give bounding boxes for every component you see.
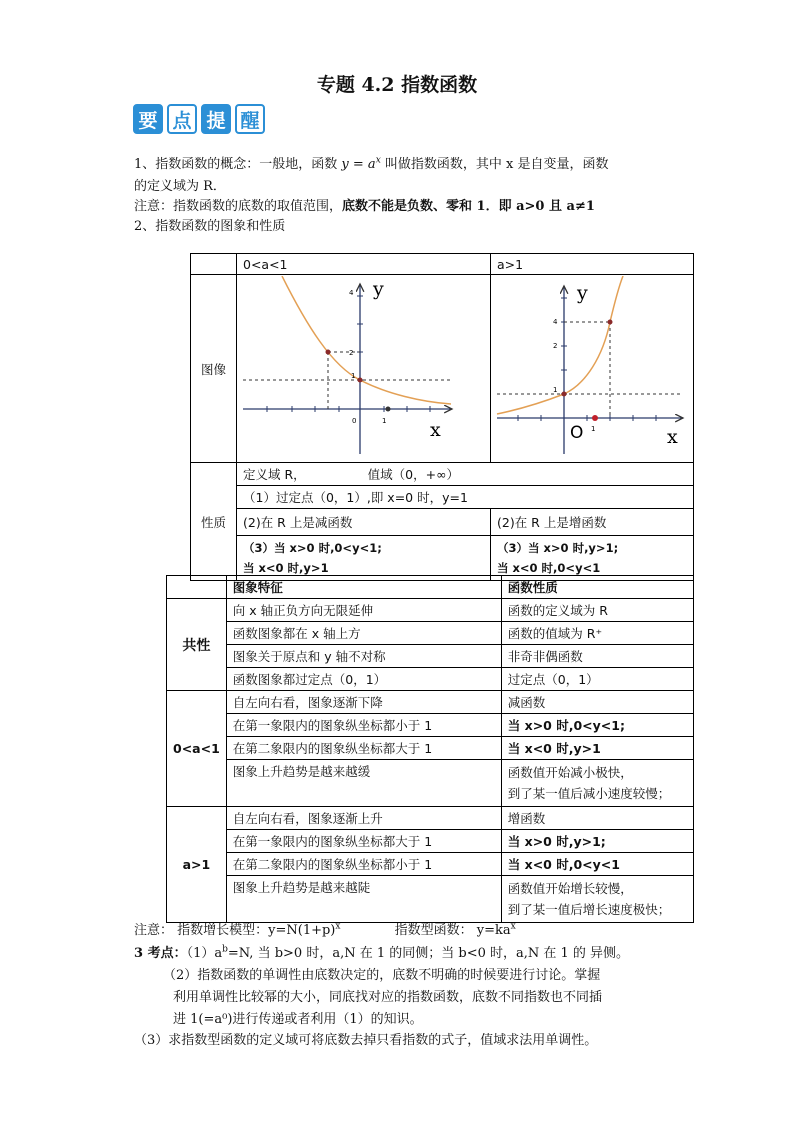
line: 当 x<0 时,0<y<1 — [497, 561, 601, 575]
graph-properties-table — [190, 253, 694, 581]
header-features: 图象特征 — [226, 576, 501, 599]
note-key-points-2: （2）指数函数的单调性由底数决定的，底数不明确的时候要进行讨论。掌握 — [163, 968, 601, 983]
note-key-points-3: 利用单调性比较幂的大小，同底找对应的指数函数，底数不同指数也不同插 — [173, 990, 603, 1005]
note-text: =N, 当 b>0 时，a,N 在 1 的同侧；当 b<0 时，a,N 在 1 的 异侧。 — [227, 946, 630, 961]
badge-char-1: 要 — [133, 104, 163, 134]
point — [358, 377, 363, 382]
property-cell: 当 x<0 时,0<y<1 — [501, 853, 693, 876]
intro-line-4: 2、指数函数的图象和性质 — [134, 219, 286, 234]
point — [562, 391, 567, 396]
range-behavior-increasing — [491, 536, 694, 581]
formula-exponent: x — [375, 155, 381, 166]
graph-increasing — [491, 276, 693, 462]
line: 到了某一值后增长速度极快； — [507, 902, 671, 917]
property-cell: 非奇非偶函数 — [501, 645, 693, 668]
property-cell: 函数的值域为 R⁺ — [501, 622, 693, 645]
exponent: b — [222, 944, 228, 955]
property-cell: 当 x<0 时,y>1 — [501, 737, 693, 760]
intro-line-3 — [134, 195, 595, 214]
corner-cell — [167, 576, 227, 599]
range-text: 值域（0，+∞） — [367, 467, 459, 482]
property-cell: 当 x>0 时,y>1; — [501, 830, 693, 853]
header-properties: 函数性质 — [501, 576, 693, 599]
feature-cell: 函数图象都在 x 轴上方 — [226, 622, 501, 645]
corner-cell — [191, 254, 237, 275]
property-cell — [501, 876, 693, 923]
line: （3）当 x>0 时,0<y<1; — [243, 541, 382, 555]
intro-line-1 — [134, 153, 609, 172]
tick-label: 1 — [591, 424, 596, 433]
feature-cell: 在第一象限内的图象纵坐标都小于 1 — [226, 714, 501, 737]
feature-cell: 图象上升趋势是越来越陡 — [226, 876, 501, 923]
note-key-points-4: 进 1(=a⁰)进行传递或者利用（1）的知识。 — [173, 1012, 423, 1027]
range-behavior-decreasing — [237, 536, 491, 581]
line: （3）当 x>0 时,y>1; — [497, 541, 619, 555]
line: 函数值开始减小极快， — [507, 765, 633, 780]
intro-text: 1、指数函数的概念：一般地，函数 — [134, 157, 338, 172]
feature-cell: 在第二象限内的图象纵坐标都大于 1 — [226, 737, 501, 760]
row-label-image: 图像 — [191, 275, 237, 463]
note-growth-models — [134, 919, 516, 938]
decreasing-curve — [282, 276, 451, 404]
property-cell — [501, 760, 693, 807]
property-cell: 增函数 — [501, 807, 693, 830]
y-axis-label: y — [577, 281, 588, 304]
graph-cell-increasing — [491, 275, 694, 463]
tick-label: 1 — [351, 371, 356, 380]
group-increasing: a>1 — [167, 807, 227, 923]
note-bold: 底数不能是负数、零和 1．即 a>0 且 a≠1 — [342, 199, 595, 214]
x-axis-label: x — [667, 425, 678, 448]
feature-cell: 自左向右看，图象逐渐下降 — [226, 691, 501, 714]
origin-label: O — [570, 422, 584, 443]
point — [608, 319, 613, 324]
feature-cell: 图象上升趋势是越来越缓 — [226, 760, 501, 807]
note-bold: 3 考点： — [134, 946, 187, 961]
note-key-points-5: （3）求指数型函数的定义域可将底数去掉只看指数的式子，值域求法用单调性。 — [134, 1033, 598, 1048]
feature-cell: 图象关于原点和 y 轴不对称 — [226, 645, 501, 668]
feature-cell: 函数图象都过定点（0，1） — [226, 668, 501, 691]
formula: y = a — [341, 157, 376, 172]
line: 函数值开始增长较慢， — [507, 881, 633, 896]
badge-char-3: 提 — [201, 104, 231, 134]
monotonic-increasing-cell: (2)在 R 上是增函数 — [491, 509, 694, 536]
comparison-table — [166, 575, 694, 923]
note-text: 注意： 指数增长模型：y=N(1+p) — [134, 923, 336, 938]
origin-label: 0 — [352, 416, 357, 425]
feature-cell: 向 x 轴正负方向无限延伸 — [226, 599, 501, 622]
header-case-1: 0<a<1 — [237, 254, 491, 275]
row-label-properties: 性质 — [191, 463, 237, 581]
domain-text: 定义域 R， — [243, 467, 306, 482]
property-cell: 函数的定义域为 R — [501, 599, 693, 622]
tick-label: 1 — [382, 416, 387, 425]
exponent: x — [510, 921, 516, 932]
tick-label: 2 — [553, 341, 558, 350]
y-axis-label: y — [373, 277, 384, 300]
property-cell: 过定点（0，1） — [501, 668, 693, 691]
line: 当 x<0 时,y>1 — [243, 561, 329, 575]
point — [386, 406, 391, 411]
page-title: 专题 4.2 指数函数 — [316, 74, 478, 96]
point — [326, 349, 331, 354]
header-case-2: a>1 — [491, 254, 694, 275]
tick-label: 4 — [349, 288, 354, 297]
tick-label: 1 — [553, 385, 558, 394]
domain-range-cell — [237, 463, 694, 486]
graph-decreasing — [237, 276, 490, 462]
x-axis-label: x — [430, 418, 441, 441]
note-key-points-1 — [134, 942, 629, 961]
feature-cell: 自左向右看，图象逐渐上升 — [226, 807, 501, 830]
feature-cell: 在第一象限内的图象纵坐标都大于 1 — [226, 830, 501, 853]
badge-char-2: 点 — [167, 104, 197, 134]
intro-line-2: 的定义域为 R． — [134, 179, 226, 194]
note-text: 注意：指数函数的底数的取值范围， — [134, 199, 343, 214]
increasing-curve — [497, 276, 623, 414]
feature-cell: 在第二象限内的图象纵坐标都小于 1 — [226, 853, 501, 876]
graph-cell-decreasing — [237, 275, 491, 463]
line: 到了某一值后减小速度较慢； — [507, 786, 671, 801]
group-decreasing: 0<a<1 — [167, 691, 227, 807]
property-cell: 减函数 — [501, 691, 693, 714]
point — [592, 415, 598, 421]
group-common: 共性 — [167, 599, 227, 691]
note-text: （1）a — [186, 946, 223, 961]
tick-label: 4 — [553, 317, 558, 326]
intro-text: 叫做指数函数，其中 x 是自变量，函数 — [384, 157, 609, 172]
tick-label: 2 — [349, 348, 354, 357]
note-text: 指数型函数： y=ka — [394, 923, 511, 938]
fixed-point-cell: （1）过定点（0，1）,即 x=0 时，y=1 — [237, 486, 694, 509]
exponent: x — [335, 921, 341, 932]
monotonic-decreasing-cell: (2)在 R 上是减函数 — [237, 509, 491, 536]
badge-char-4: 醒 — [235, 104, 265, 134]
property-cell: 当 x>0 时,0<y<1; — [501, 714, 693, 737]
